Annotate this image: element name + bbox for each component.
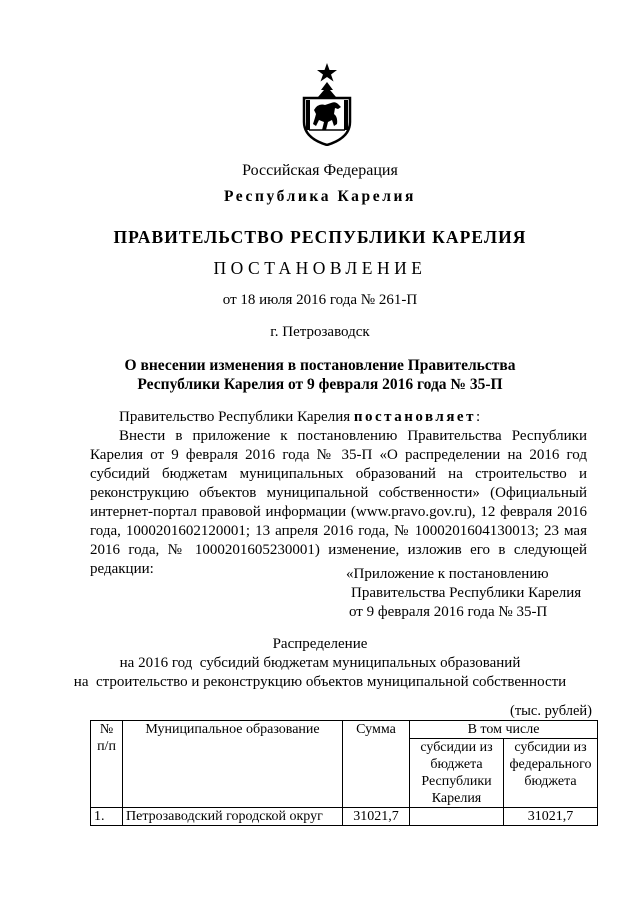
decree-intro — [119, 408, 589, 427]
distribution-line-1: Распределение — [272, 636, 368, 652]
distribution-line-2: на 2016 год субсидий бюджетам муниципальных образований — [119, 655, 521, 671]
row-sum: 31021,7 — [343, 808, 410, 826]
government-title: ПРАВИТЕЛЬСТВО РЕСПУБЛИКИ КАРЕЛИЯ — [113, 227, 527, 247]
decree-intro-prefix: Правительство Республики Карелия — [119, 409, 354, 425]
decree-body: Внести в приложение к постановлению Правительства Республики Карелия от 9 февраля 2016 года № 35-П «О распределении на 2016 год субсидий бюджетам муниципальных образований на строительство и реконструкцию объектов муниципальной собственности» (Официальный интернет-портал правовой информации (www.pravo.gov.ru), 12 февраля 2016 года, 1000201602120001; 13 апреля 2016 года, № 1000201604130013; 23 мая 2016 года, № 1000201605230001) изменение, изложив его в следующей редакции: — [90, 428, 587, 577]
table-header-row — [91, 721, 598, 739]
subject-line-2: Республики Карелия от 9 февраля 2016 года № 35-П — [137, 376, 503, 393]
document-type: ПОСТАНОВЛЕНИЕ — [213, 258, 427, 278]
appendix-line-2: Правительства Республики Карелия — [351, 585, 582, 601]
federation-title: Российская Федерация — [242, 162, 398, 179]
appendix-heading — [346, 565, 581, 622]
subject-line-1: О внесении изменения в постановление Правительства — [124, 357, 516, 374]
distribution-line-3: на строительство и реконструкцию объектов муниципальной собственности — [73, 674, 567, 690]
header-municipality: Муниципальное образование — [123, 721, 343, 808]
document-subject — [0, 356, 640, 394]
table-row — [91, 808, 598, 826]
distribution-title — [0, 635, 640, 692]
table-units: (тыс. рублей) — [510, 703, 592, 719]
appendix-line-3: от 9 февраля 2016 года № 35-П — [349, 604, 548, 620]
header-sum: Сумма — [343, 721, 410, 808]
row-num: 1. — [91, 808, 123, 826]
header-num: № п/п — [91, 721, 123, 808]
appendix-line-1: «Приложение к постановлению — [346, 566, 549, 582]
row-federal: 31021,7 — [504, 808, 598, 826]
coat-of-arms-emblem — [294, 62, 360, 146]
header-sub-federal: субсидии из федерального бюджета — [504, 739, 598, 808]
header-sub-republic: субсидии из бюджета Республики Карелия — [410, 739, 504, 808]
decree-verb: постановляет — [353, 409, 476, 425]
document-date: от 18 июля 2016 года № 261-П — [222, 292, 418, 308]
republic-title: Республика Карелия — [223, 188, 417, 205]
document-city: г. Петрозаводск — [270, 324, 370, 340]
row-municipality: Петрозаводский городской округ — [123, 808, 343, 826]
subsidy-table — [90, 720, 598, 826]
header-including: В том числе — [410, 721, 598, 739]
row-republic — [410, 808, 504, 826]
decree-intro-suffix: : — [475, 409, 481, 425]
